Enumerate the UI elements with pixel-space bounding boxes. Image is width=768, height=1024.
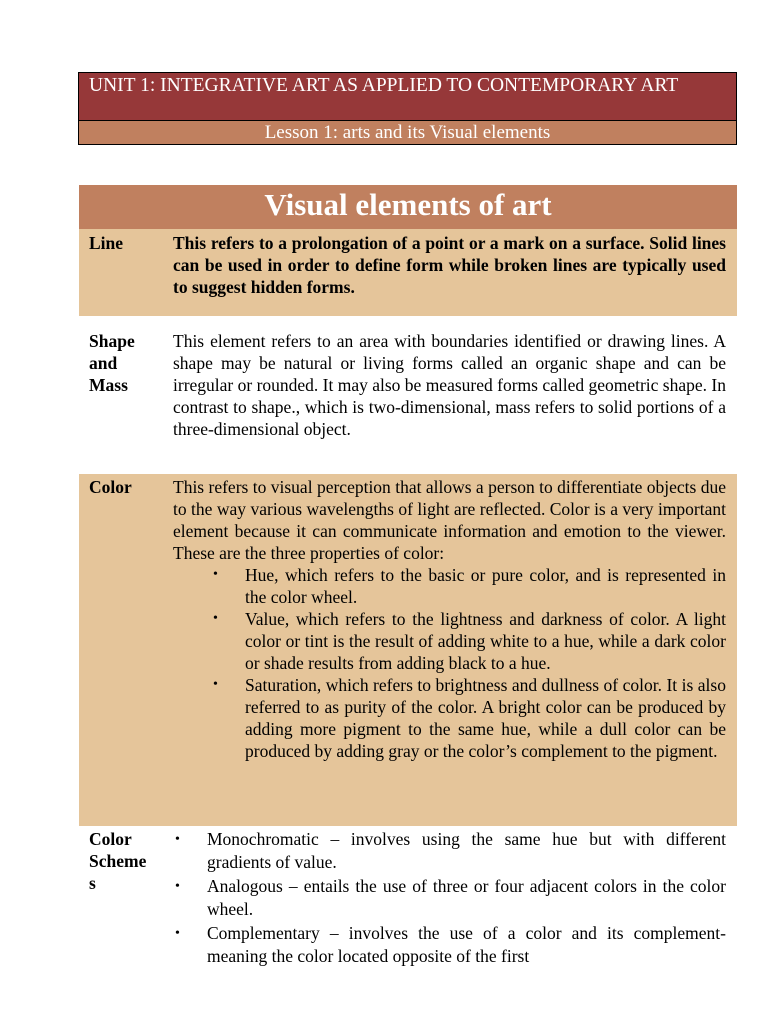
text-shape-mass: This element refers to an area with boundaries identified or drawing lines. A shape may be natural or living forms called an organic shape and can be irregular or rounded. It may also be measured forms called geometric shape. In contrast to shape., which is two-dimensional, mass refers to solid portions of a three-dimensional object. <box>173 331 726 439</box>
row-color-schemes <box>79 826 737 976</box>
unit-title: UNIT 1: INTEGRATIVE ART AS APPLIED TO CONTEMPORARY ART <box>79 73 736 121</box>
color-schemes-content <box>173 828 726 976</box>
bullet-icon: • <box>175 832 180 847</box>
label-schemes-line-2: Scheme <box>89 851 147 871</box>
label-schemes-line-1: Color <box>89 829 132 849</box>
label-shape-line-1: Shape <box>89 331 135 351</box>
lesson-header <box>78 72 737 145</box>
list-item: • Monochromatic – involves using the same hue but with different gradients of value. <box>175 829 726 873</box>
list-item: • Hue, which refers to the basic or pure color, and is represented in the color wheel. <box>213 565 726 607</box>
label-shape-mass <box>79 330 173 474</box>
label-shape-line-3: Mass <box>89 375 128 395</box>
row-line <box>79 229 737 316</box>
bullet-icon: • <box>175 878 180 894</box>
visual-elements-table <box>79 185 737 976</box>
lesson-title: Lesson 1: arts and its Visual elements <box>79 121 736 144</box>
color-properties-list <box>173 564 726 762</box>
label-schemes-line-3: s <box>89 873 96 893</box>
label-color: Color <box>89 477 132 497</box>
color-content <box>173 476 726 826</box>
label-shape-line-2: and <box>89 353 118 373</box>
text-color: This refers to visual perception that allows a person to differentiate objects due to the way various wavelengths of light are reflected. Color is a very important element because it can communicate information and emotion to the viewer. These are the three properties of color: <box>173 477 726 563</box>
list-item: • Analogous – entails the use of three or four adjacent colors in the color wheel. <box>175 875 726 920</box>
list-item: • Complementary – involves the use of a color and its complement-meaning the color located opposite of the first <box>175 922 726 967</box>
label-color-schemes <box>79 828 173 976</box>
list-item: • Value, which refers to the lightness and darkness of color. A light color or tint is the result of adding white to a hue, while a dark color or shade results from adding black to a hue. <box>213 609 726 673</box>
table-title: Visual elements of art <box>79 185 737 229</box>
bullet-icon: • <box>213 677 218 692</box>
row-shape-mass <box>79 316 737 474</box>
bullet-icon: • <box>213 611 218 626</box>
list-item: • Saturation, which refers to brightness and dullness of color. It is also referred to as purity of the color. A bright color can be produced by adding more pigment to the same hue, while a dull color can be produced by adding gray or the color’s complement to the pigment. <box>213 675 726 761</box>
row-color <box>79 474 737 826</box>
label-line: Line <box>89 233 124 253</box>
color-schemes-list <box>173 828 726 968</box>
text-line: This refers to a prolongation of a point or a mark on a surface. Solid lines can be used in order to define form while broken lines are typically used to suggest hidden forms. <box>173 233 726 297</box>
bullet-icon: • <box>175 925 180 941</box>
bullet-icon: • <box>213 567 218 582</box>
